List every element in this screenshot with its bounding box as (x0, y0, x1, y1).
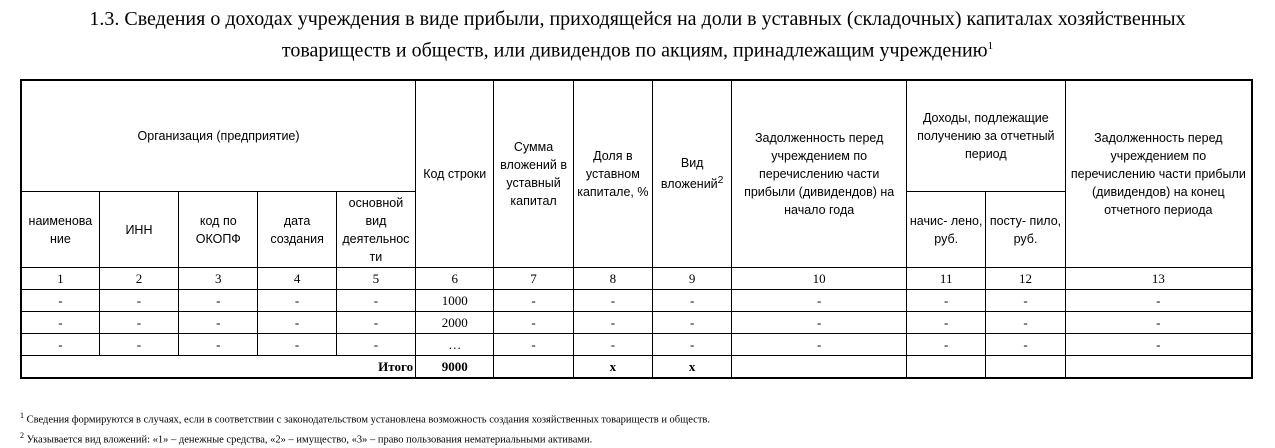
total-code: 9000 (416, 356, 494, 379)
table-cell: - (573, 312, 652, 334)
header-income: Доходы, подлежащие получению за отчетный период (907, 80, 1066, 192)
total-type: x (653, 356, 732, 379)
footnote-ref-2: 2 (717, 175, 724, 187)
table-cell: - (732, 290, 907, 312)
column-number: 10 (732, 268, 907, 290)
total-cell (907, 356, 986, 379)
table-cell: - (99, 334, 178, 356)
total-cell (732, 356, 907, 379)
table-cell: - (179, 290, 258, 312)
section-title-line-2-text: товариществ и обществ, или дивидендов по акциям, принадлежащим учреждению (281, 39, 988, 62)
footnote-1-text: Сведения формируются в случаях, если в соответствии с законодательством установлена возможность создания хозяйственных товариществ и обществ. (26, 414, 710, 426)
section-title (0, 6, 1275, 65)
table-cell: - (573, 334, 652, 356)
section-title-line-2 (0, 33, 1275, 65)
footnote-2 (20, 431, 592, 446)
header-name: наименова ние (21, 192, 99, 268)
table-cell: - (336, 334, 415, 356)
table-cell: - (986, 290, 1065, 312)
column-numbers-row (21, 268, 1252, 290)
column-number: 11 (907, 268, 986, 290)
table-row (21, 312, 1252, 334)
total-cell (986, 356, 1065, 379)
header-inn: ИНН (99, 192, 178, 268)
table-cell: - (986, 334, 1065, 356)
header-created: дата создания (258, 192, 336, 268)
table-cell: - (494, 290, 573, 312)
header-accrued: начис- лено, руб. (907, 192, 986, 268)
table-cell: - (99, 312, 178, 334)
total-cell (1065, 356, 1252, 379)
column-number: 4 (258, 268, 336, 290)
total-label: Итого (21, 356, 416, 379)
table-cell: - (258, 290, 336, 312)
table-cell: - (653, 290, 732, 312)
total-row (21, 356, 1252, 379)
column-number: 1 (21, 268, 99, 290)
table-cell: - (907, 290, 986, 312)
header-okopf: код по ОКОПФ (179, 192, 258, 268)
table-cell: 2000 (416, 312, 494, 334)
table-cell: - (573, 290, 652, 312)
table-cell: - (732, 312, 907, 334)
header-investment-type (653, 80, 732, 268)
table-cell: - (258, 312, 336, 334)
footnote-2-text: Указывается вид вложений: «1» – денежные средства, «2» – имущество, «3» – право пользования нематериальными активами. (26, 434, 593, 446)
table-cell: - (179, 312, 258, 334)
footnote-2-marker: 2 (20, 431, 24, 440)
table-cell: - (179, 334, 258, 356)
column-number: 3 (179, 268, 258, 290)
header-share: Доля в уставном капитале, % (573, 80, 652, 268)
table-row (21, 290, 1252, 312)
footnote-ref-1: 1 (987, 40, 994, 52)
table-cell: - (258, 334, 336, 356)
header-debt-end: Задолженность перед учреждением по перечислению части прибыли (дивидендов) на конец отчетного периода (1065, 80, 1252, 268)
header-organization: Организация (предприятие) (21, 80, 416, 192)
column-number: 2 (99, 268, 178, 290)
table-cell: - (907, 312, 986, 334)
income-table (20, 79, 1253, 379)
table-cell: - (99, 290, 178, 312)
table-cell: - (653, 312, 732, 334)
column-number: 8 (573, 268, 652, 290)
header-debt-start: Задолженность перед учреждением по перечислению части прибыли (дивидендов) на начало года (732, 80, 907, 268)
table-cell: 1000 (416, 290, 494, 312)
table-cell: - (21, 312, 99, 334)
table-cell: - (907, 334, 986, 356)
footnote-1 (20, 411, 710, 426)
table-cell: - (21, 290, 99, 312)
header-investment-type-text: Вид вложений (660, 156, 718, 192)
table-cell: - (986, 312, 1065, 334)
header-received: посту- пило, руб. (986, 192, 1065, 268)
table-cell: - (1065, 290, 1252, 312)
table-cell: - (21, 334, 99, 356)
header-row-code: Код строки (416, 80, 494, 268)
table-cell: - (732, 334, 907, 356)
header-activity: основной вид деятельнос ти (336, 192, 415, 268)
table-cell: - (494, 334, 573, 356)
table-cell: - (494, 312, 573, 334)
table-cell: - (1065, 334, 1252, 356)
table-row (21, 334, 1252, 356)
section-title-line-1: 1.3. Сведения о доходах учреждения в виде прибыли, приходящейся на доли в уставных (складочных) капиталах хозяйственных (89, 8, 1186, 30)
column-number: 12 (986, 268, 1065, 290)
table-cell: - (1065, 312, 1252, 334)
table-cell: … (416, 334, 494, 356)
total-share: x (573, 356, 652, 379)
table-cell: - (336, 312, 415, 334)
column-number: 9 (653, 268, 732, 290)
table-cell: - (653, 334, 732, 356)
header-investment-sum: Сумма вложений в уставный капитал (494, 80, 573, 268)
column-number: 7 (494, 268, 573, 290)
column-number: 6 (416, 268, 494, 290)
footnote-1-marker: 1 (20, 411, 24, 420)
total-cell (494, 356, 573, 379)
column-number: 5 (336, 268, 415, 290)
table-cell: - (336, 290, 415, 312)
column-number: 13 (1065, 268, 1252, 290)
